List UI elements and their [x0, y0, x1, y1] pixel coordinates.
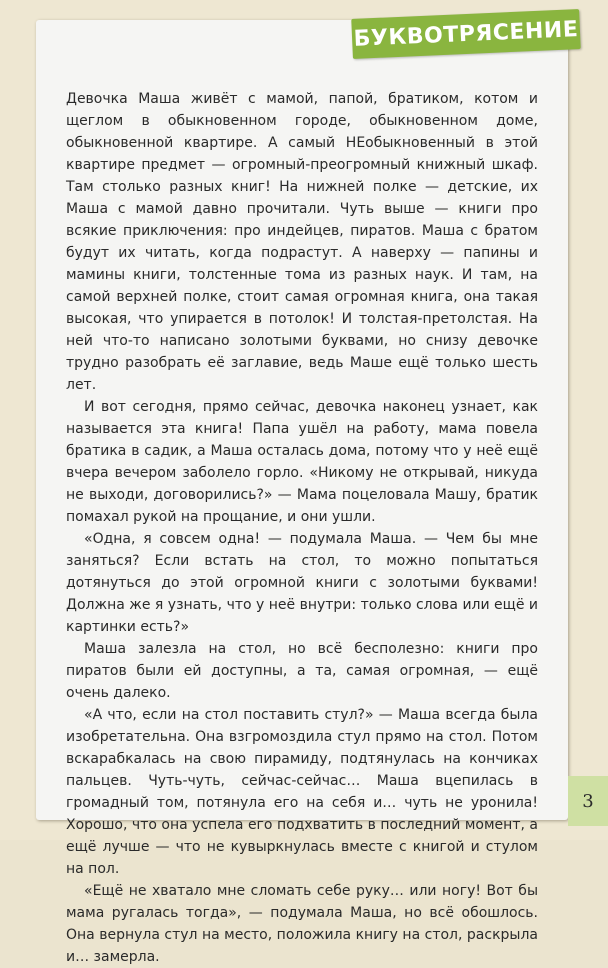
- paragraph: «А что, если на стол поставить стул?» — Маша всегда была изобретательна. Она взгромоздила стул прямо на стол. Потом вскарабкалась на свою пирамиду, подтянулась на кончиках пальцев. Чуть-чуть, сейчас-сейчас… Маша вцепилась в громадный том, потянула его на себя и… чуть не уронила! Хорошо, что она успела его подхватить в последний момент, а ещё лучше — что не кувыркнулась вместе с книгой и стулом на пол.: [66, 707, 538, 877]
- page-number: 3: [582, 790, 594, 812]
- paragraph: Девочка Маша живёт с мамой, папой, братиком, котом и щеглом в обыкновенном городе, обыкновенном доме, обыкновенной квартире. А самый НЕобыкновенный в этой квартире предмет — огромный-преогромный книжный шкаф. Там столько разных книг! На нижней полке — детские, их Маша с мамой давно прочитали. Чуть выше — книги про всякие приключения: про индейцев, пиратов. Маша с братом будут их читать, когда подрастут. А наверху — папины и мамины книги, толстенные тома из разных наук. И там, на самой верхней полке, стоит самая огромная книга, она такая высокая, что упирается в потолок! И толстая-претолстая. На ней что-то написано золотыми буквами, но снизу девочке трудно разобрать её заглавие, ведь Маше ещё только шесть лет.: [66, 91, 538, 393]
- section-title: БУКВОТРЯСЕНИЕ: [353, 16, 579, 52]
- story-text: [66, 88, 538, 968]
- paragraph: «Одна, я совсем одна! — подумала Маша. — Чем бы мне заняться? Если встать на стол, то можно попытаться дотянуться до этой огромной книги с золотыми буквами! Должна же я узнать, что у неё внутри: только слова или ещё и картинки есть?»: [66, 531, 539, 635]
- paragraph: Маша залезла на стол, но всё бесполезно: книги про пиратов были ей доступны, а та, самая огромная, — ещё очень далеко.: [66, 641, 538, 701]
- page-number-tab: [568, 776, 608, 826]
- paragraph: «Ещё не хватало мне сломать себе руку… или ногу! Вот бы мама ругалась тогда», — подумала Маша, но всё обошлось. Она вернула стул на место, положила книгу на стол, раскрыла и… замерла.: [66, 883, 538, 965]
- paragraph: И вот сегодня, прямо сейчас, девочка наконец узнает, как называется эта книга! Папа ушёл на работу, мама повела братика в садик, а Маша осталась дома, потому что у неё ещё вчера вечером заболело горло. «Никому не открывай, никуда не выходи, договорились?» — Мама поцеловала Машу, братик помахал рукой на прощание, и они ушли.: [66, 399, 538, 525]
